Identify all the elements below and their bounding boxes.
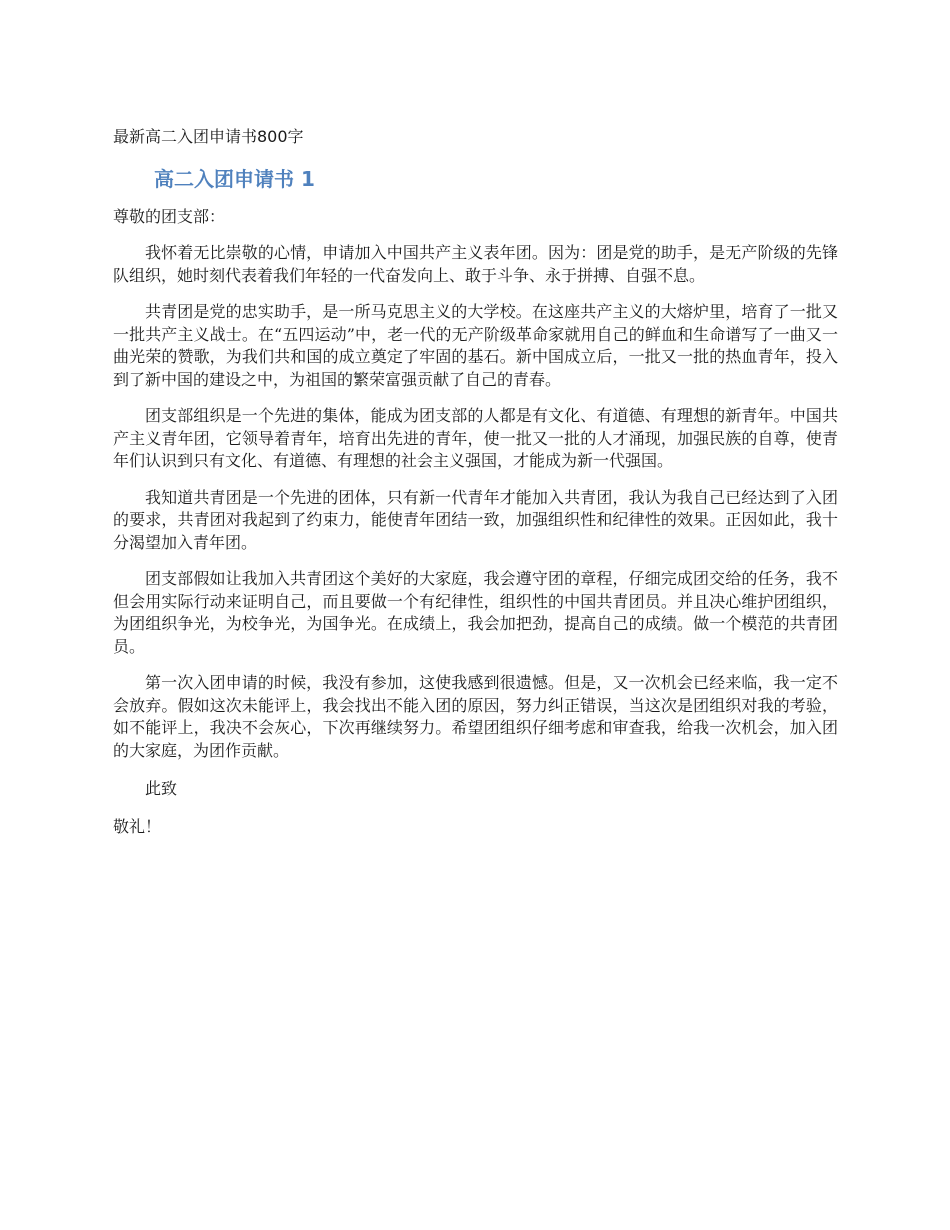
regards-phrase: 敬礼！ [113,817,162,836]
paragraph: 团支部组织是一个先进的集体，能成为团支部的人都是有文化、有道德、有理想的新青年。中国共产主义青年团，它领导着青年，培育出先进的青年，使一批又一批的人才涌现，加强民族的自尊，使青年们认识到只有文化、有道德、有理想的社会主义强国，才能成为新一代强国。 [113,406,838,470]
salutation: 尊敬的团支部： [113,207,226,226]
section-heading: 高二入团申请书 1 [154,167,315,191]
paragraph: 共青团是党的忠实助手，是一所马克思主义的大学校。在这座共产主义的大熔炉里，培育了一批又一批共产主义战士。在“五四运动”中，老一代的无产阶级革命家就用自己的鲜血和生命谱写了一曲又一曲光荣的赞歌，为我们共和国的成立奠定了牢固的基石。新中国成立后，一批又一批的热血青年，投入到了新中国的建设之中，为祖国的繁荣富强贡献了自己的青春。 [113,302,838,389]
paragraph: 我知道共青团是一个先进的团体，只有新一代青年才能加入共青团，我认为我自己已经达到了入团的要求，共青团对我起到了约束力，能使青年团结一致，加强组织性和纪律性的效果。正因如此，我十分渴望加入青年团。 [113,487,838,552]
document-title: 最新高二入团申请书800字 [113,127,304,146]
closing-phrase: 此致 [145,779,178,798]
document-body [113,126,838,838]
paragraph: 第一次入团申请的时候，我没有参加，这使我感到很遗憾。但是，又一次机会已经来临，我一定不会放弃。假如这次未能评上，我会找出不能入团的原因，努力纠正错误，当这次是团组织对我的考验，如不能评上，我决不会灰心，下次再继续努力。希望团组织仔细考虑和审查我，给我一次机会，加入团的大家庭，为团作贡献。 [113,673,838,760]
paragraph: 我怀着无比崇敬的心情，申请加入中国共产主义表年团。因为：团是党的助手，是无产阶级的先锋队组织，她时刻代表着我们年轻的一代奋发向上、敢于斗争、永于拼搏、自强不息。 [113,243,838,285]
paragraph: 团支部假如让我加入共青团这个美好的大家庭，我会遵守团的章程，仔细完成团交给的任务，我不但会用实际行动来证明自己，而且要做一个有纪律性，组织性的中国共青团员。并且决心维护团组织，为团组织争光，为校争光，为国争光。在成绩上，我会加把劲，提高自己的成绩。做一个模范的共青团员。 [113,569,838,656]
